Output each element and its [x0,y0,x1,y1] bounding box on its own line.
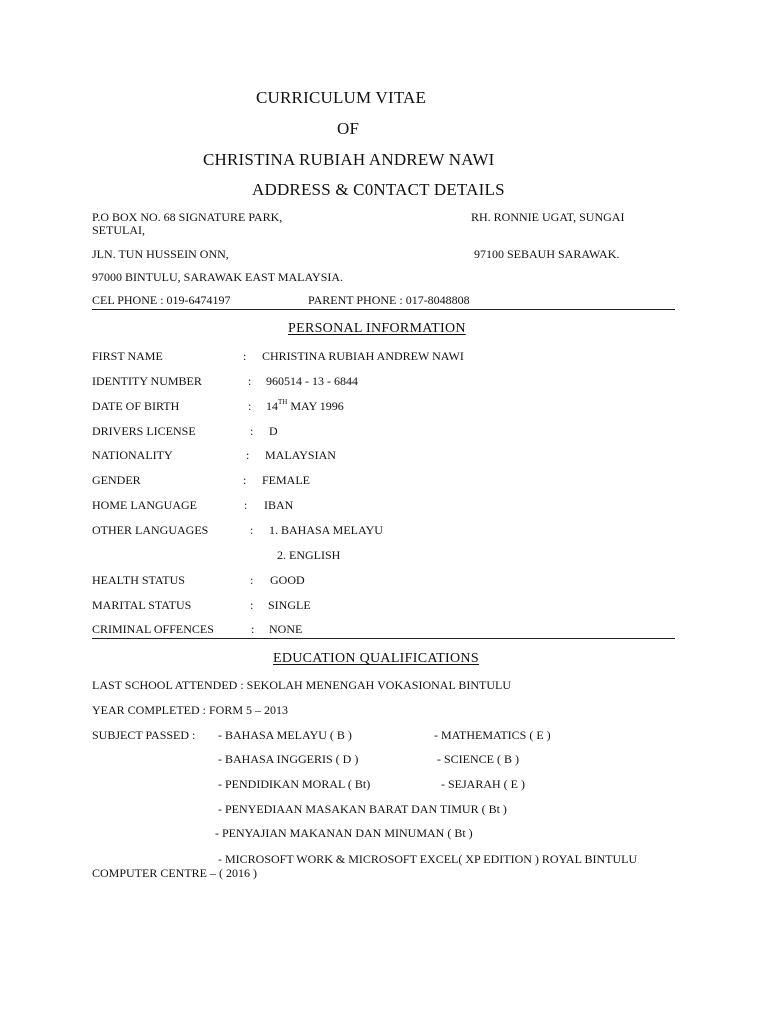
info-label: HOME LANGUAGE [92,498,197,512]
info-value: SINGLE [268,598,311,612]
info-value: FEMALE [262,473,310,487]
address-left-line3: 97000 BINTULU, SARAWAK EAST MALAYSIA. [92,270,344,284]
address-right-line1: RH. RONNIE UGAT, SUNGAI [471,210,625,224]
subject-passed-label: SUBJECT PASSED : [92,728,196,742]
last-school-attended: LAST SCHOOL ATTENDED : SEKOLAH MENENGAH VOKASIONAL BINTULU [92,678,511,692]
document-title: CURRICULUM VITAE [256,88,427,107]
address-heading: ADDRESS & C0NTACT DETAILS [252,180,505,199]
year-completed: YEAR COMPLETED : FORM 5 – 2013 [92,703,289,717]
info-separator: : [248,399,252,413]
info-separator: : [248,374,252,388]
subject-item: - SEJARAH ( E ) [441,777,525,791]
info-separator: : [250,598,254,612]
info-separator: : [250,523,254,537]
parent-phone: PARENT PHONE : 017-8048808 [308,293,470,307]
info-label: OTHER LANGUAGES [92,523,209,537]
info-label: IDENTITY NUMBER [92,374,202,388]
info-label: DRIVERS LICENSE [92,424,196,438]
education-heading: EDUCATION QUALIFICATIONS [273,651,479,666]
info-value: MALAYSIAN [265,448,336,462]
info-value: 14TH MAY 1996 [266,398,344,413]
subject-item: - PENDIDIKAN MORAL ( Bt) [218,777,371,791]
info-label: DATE OF BIRTH [92,399,180,413]
info-separator: : [244,498,248,512]
address-left-line1-wrap: SETULAI, [92,223,145,237]
info-label: NATIONALITY [92,448,173,462]
subject-item: - MATHEMATICS ( E ) [434,728,551,742]
info-label: CRIMINAL OFFENCES [92,622,214,636]
info-separator: : [243,349,247,363]
address-left-line2: JLN. TUN HUSSEIN ONN, [92,247,229,261]
address-left-line1: P.O BOX NO. 68 SIGNATURE PARK, [92,210,283,224]
info-label: HEALTH STATUS [92,573,185,587]
info-value: D [269,424,278,438]
info-value: 960514 - 13 - 6844 [266,374,358,388]
info-label: FIRST NAME [92,349,163,363]
computer-course-line1: - MICROSOFT WORK & MICROSOFT EXCEL( XP EDITION ) ROYAL BINTULU [218,852,638,866]
info-separator: : [250,424,254,438]
info-label: GENDER [92,473,141,487]
subject-item: - PENYEDIAAN MASAKAN BARAT DAN TIMUR ( Bt ) [218,802,507,816]
subject-item: - BAHASA INGGERIS ( D ) [218,752,359,766]
subject-item: - BAHASA MELAYU ( B ) [218,728,352,742]
cel-phone: CEL PHONE : 019-6474197 [92,293,231,307]
info-separator: : [246,448,250,462]
info-value: 2. ENGLISH [277,548,341,562]
info-value: 1. BAHASA MELAYU [269,523,383,537]
section-divider [92,638,675,639]
title-of: OF [337,119,360,138]
subject-item: - PENYAJIAN MAKANAN DAN MINUMAN ( Bt ) [215,826,473,840]
info-value: NONE [269,622,303,636]
info-value: GOOD [270,573,305,587]
info-separator: : [250,573,254,587]
info-value: IBAN [264,498,294,512]
personal-info-heading: PERSONAL INFORMATION [288,321,466,336]
info-label: MARITAL STATUS [92,598,192,612]
address-right-line2: 97100 SEBAUH SARAWAK. [474,247,620,261]
subject-item: - SCIENCE ( B ) [437,752,519,766]
candidate-name: CHRISTINA RUBIAH ANDREW NAWI [203,150,495,169]
info-separator: : [243,473,247,487]
section-divider [92,309,675,310]
info-value: CHRISTINA RUBIAH ANDREW NAWI [262,349,464,363]
info-separator: : [251,622,255,636]
computer-course-line2: COMPUTER CENTRE – ( 2016 ) [92,866,257,880]
